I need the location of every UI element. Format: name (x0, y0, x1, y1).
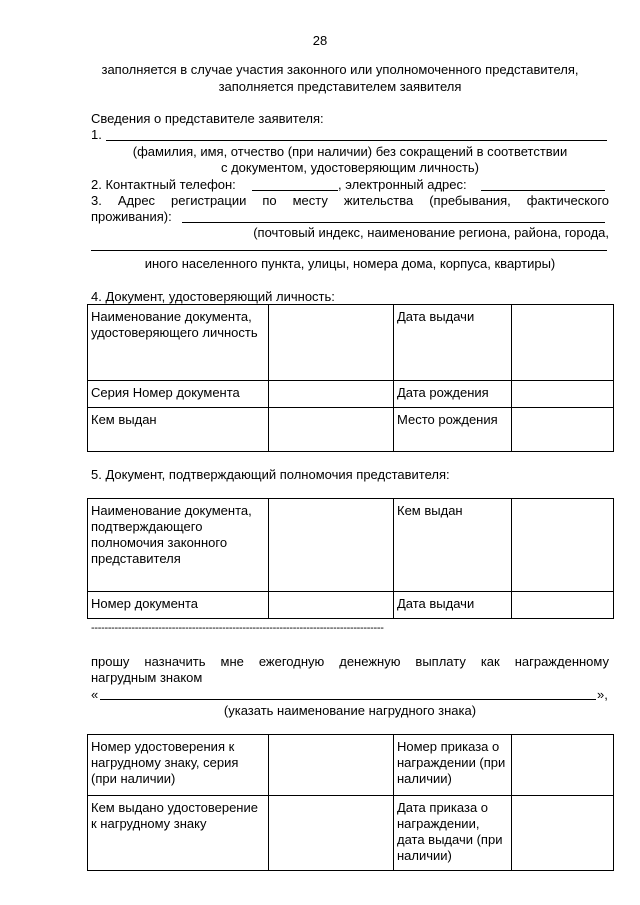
authority-doc-issue-date-label: Дата выдачи (394, 592, 512, 619)
email-field[interactable] (481, 190, 605, 191)
header-note-line1: заполняется в случае участия законного или уполномоченного представителя, (101, 62, 579, 77)
badge-name-open-quote: « (91, 687, 99, 702)
id-doc-birth-date-label: Дата рождения (394, 381, 512, 408)
authority-document-table (87, 498, 614, 619)
page-number: 28 (312, 33, 328, 48)
id-doc-name-value[interactable] (269, 305, 394, 381)
id-doc-issued-by-value[interactable] (269, 408, 394, 452)
id-document-title: 4. Документ, удостоверяющий личность: (91, 289, 335, 304)
header-note-line2: заполняется представителем заявителя (218, 79, 462, 94)
full-name-hint-line1: (фамилия, имя, отчество (при наличии) без сокращений в соответствии (132, 144, 568, 159)
certificate-number-label: Номер удостоверения к нагрудному знаку, серия (при наличии) (88, 735, 269, 796)
award-order-number-value[interactable] (512, 735, 614, 796)
authority-doc-issued-by-value[interactable] (512, 499, 614, 592)
section-divider: --------------------------------------------------------------------------------------- (91, 622, 384, 634)
award-order-number-label: Номер приказа о награждении (при наличии) (394, 735, 512, 796)
authority-doc-issue-date-value[interactable] (512, 592, 614, 619)
id-doc-series-number-label: Серия Номер документа (88, 381, 269, 408)
authority-doc-number-label: Номер документа (88, 592, 269, 619)
authority-doc-name-value[interactable] (269, 499, 394, 592)
certificate-number-value[interactable] (269, 735, 394, 796)
address-label-line1: 3. Адрес регистрации по месту жительства (пребывания, фактического (91, 193, 609, 208)
authority-doc-name-label: Наименование документа, подтверждающего полномочия законного представителя (88, 499, 269, 592)
certificate-issued-by-value[interactable] (269, 796, 394, 871)
authority-doc-number-value[interactable] (269, 592, 394, 619)
request-text-line1: прошу назначить мне ежегодную денежную выплату как награжденному (91, 654, 609, 669)
id-doc-series-number-value[interactable] (269, 381, 394, 408)
id-doc-name-label: Наименование документа, удостоверяющего личность (88, 305, 269, 381)
id-document-table (87, 304, 614, 452)
phone-label: 2. Контактный телефон: (91, 177, 236, 192)
id-doc-issued-by-label: Кем выдан (88, 408, 269, 452)
full-name-hint-line2: с документом, удостоверяющим личность) (220, 160, 480, 175)
request-text-line2: нагрудным знаком (91, 670, 203, 685)
id-doc-birth-place-value[interactable] (512, 408, 614, 452)
id-doc-birth-date-value[interactable] (512, 381, 614, 408)
representative-section-title: Сведения о представителе заявителя: (91, 111, 324, 126)
badge-name-close-quote: », (597, 687, 608, 702)
certificate-issued-by-label: Кем выдано удостоверение к нагрудному знаку (88, 796, 269, 871)
authority-document-title: 5. Документ, подтверждающий полномочия представителя: (91, 467, 450, 482)
phone-field[interactable] (252, 190, 338, 191)
id-doc-birth-place-label: Место рождения (394, 408, 512, 452)
authority-doc-issued-by-label: Кем выдан (394, 499, 512, 592)
award-order-date-value[interactable] (512, 796, 614, 871)
address-field-line2[interactable] (91, 250, 607, 251)
id-doc-issue-date-value[interactable] (512, 305, 614, 381)
badge-name-hint: (указать наименование нагрудного знака) (223, 703, 477, 718)
address-field-line1[interactable] (182, 222, 605, 223)
address-hint-line2: иного населенного пункта, улицы, номера дома, корпуса, квартиры) (144, 256, 556, 271)
award-order-date-label: Дата приказа о награждении, дата выдачи (при наличии) (394, 796, 512, 871)
item1-number: 1. (91, 127, 102, 142)
address-label-line2: проживания): (91, 209, 172, 224)
id-doc-issue-date-label: Дата выдачи (394, 305, 512, 381)
email-label: , электронный адрес: (338, 177, 467, 192)
address-hint-line1: (почтовый индекс, наименование региона, района, города, (253, 225, 609, 240)
badge-name-field[interactable] (100, 699, 596, 700)
badge-certificate-table (87, 734, 614, 871)
full-name-field[interactable] (106, 140, 607, 141)
